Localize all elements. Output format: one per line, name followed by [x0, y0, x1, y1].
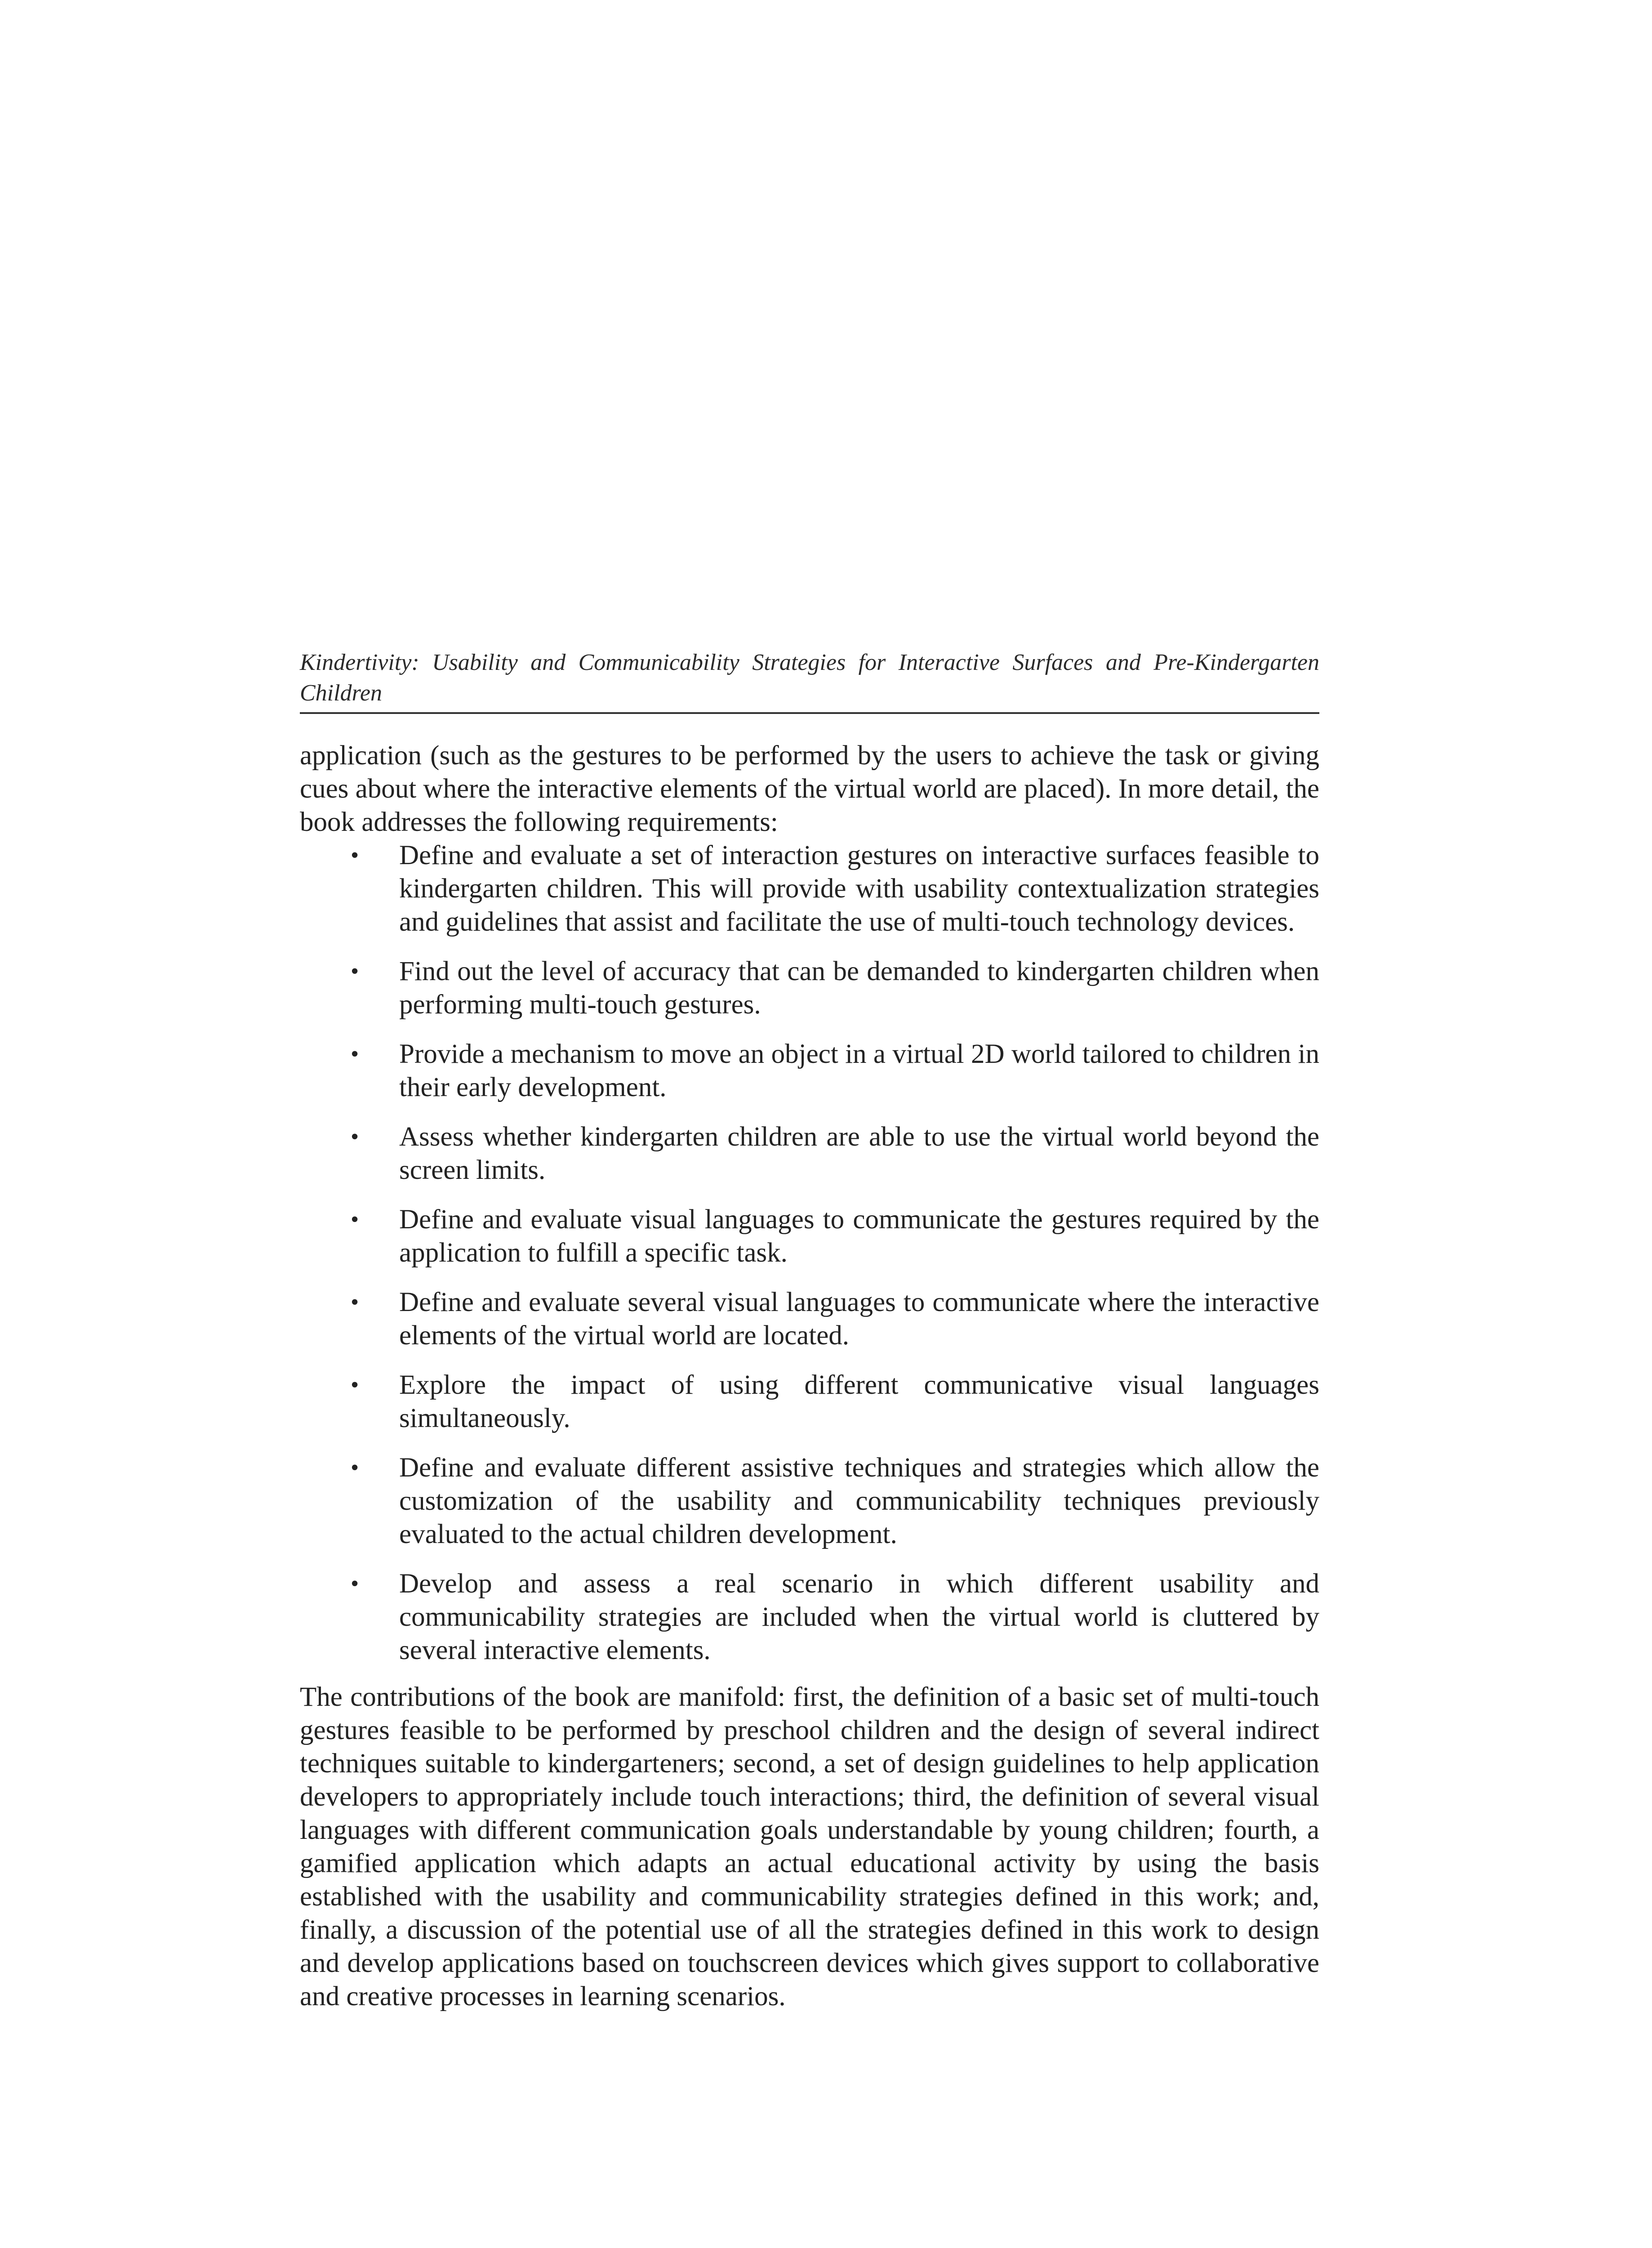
list-item [351, 1203, 1319, 1270]
bullet-icon: • [351, 1455, 359, 1481]
list-item [351, 1451, 1319, 1551]
bullet-icon: • [351, 959, 359, 984]
list-item-text: Assess whether kindergarten children are able to use the virtual world beyond the screen limits. [399, 1122, 1319, 1185]
list-item-text: Explore the impact of using different communicative visual languages simultaneously. [399, 1370, 1319, 1433]
list-item-text: Define and evaluate visual languages to communicate the gestures required by the application to fulfill a specific task. [399, 1204, 1319, 1268]
bullet-icon: • [351, 843, 359, 868]
page-content [300, 647, 1319, 2013]
bullet-icon: • [351, 1571, 359, 1597]
list-item-text: Define and evaluate different assistive techniques and strategies which allow the customization of the usability and communicability techniques previously evaluated to the actual children development. [399, 1453, 1319, 1549]
contributions-paragraph: The contributions of the book are manifold: first, the definition of a basic set of multi-touch gestures feasible to be performed by preschool children and the design of several indirect techniques suitable to kindergarteners; second, a set of design guidelines to help application developers to appropriately include touch interactions; third, the definition of several visual languages with different communication goals understandable by young children; fourth, a gamified application which adapts an actual educational activity by using the basis established with the usability and communicability strategies defined in this work; and, finally, a discussion of the potential use of all the strategies defined in this work to design and develop applications based on touchscreen devices which gives support to collaborative and creative processes in learning scenarios. [300, 1682, 1319, 2012]
list-item [351, 1369, 1319, 1435]
bullet-icon: • [351, 1124, 359, 1150]
list-item [351, 1120, 1319, 1187]
list-item-text: Define and evaluate a set of interaction gestures on interactive surfaces feasible to kindergarten children. This will provide with usability contextualization strategies and guidelines that assist and facilitate the use of multi-touch technology devices. [399, 840, 1319, 937]
bullet-icon: • [351, 1207, 359, 1232]
bullet-icon: • [351, 1041, 359, 1067]
list-item-text: Provide a mechanism to move an object in a virtual 2D world tailored to children in their early development. [399, 1039, 1319, 1102]
list-item [351, 1038, 1319, 1104]
list-item-text: Develop and assess a real scenario in which different usability and communicability strategies are included when the virtual world is cluttered by several interactive elements. [399, 1569, 1319, 1665]
bullet-icon: • [351, 1372, 359, 1398]
list-item [351, 1567, 1319, 1667]
list-item [351, 1286, 1319, 1352]
bullet-icon: • [351, 1289, 359, 1315]
running-header: Kindertivity: Usability and Communicability Strategies for Interactive Surfaces and Pre-Kindergarten Children [300, 647, 1319, 714]
list-item-text: Find out the level of accuracy that can be demanded to kindergarten children when performing multi-touch gestures. [399, 956, 1319, 1020]
list-item-text: Define and evaluate several visual languages to communicate where the interactive elements of the virtual world are located. [399, 1287, 1319, 1351]
intro-paragraph: application (such as the gestures to be performed by the users to achieve the task or giving cues about where the interactive elements of the virtual world are placed). In more detail, the book addresses the following requirements: [300, 740, 1319, 837]
requirements-list [300, 839, 1319, 1667]
list-item [351, 839, 1319, 939]
list-item [351, 955, 1319, 1021]
